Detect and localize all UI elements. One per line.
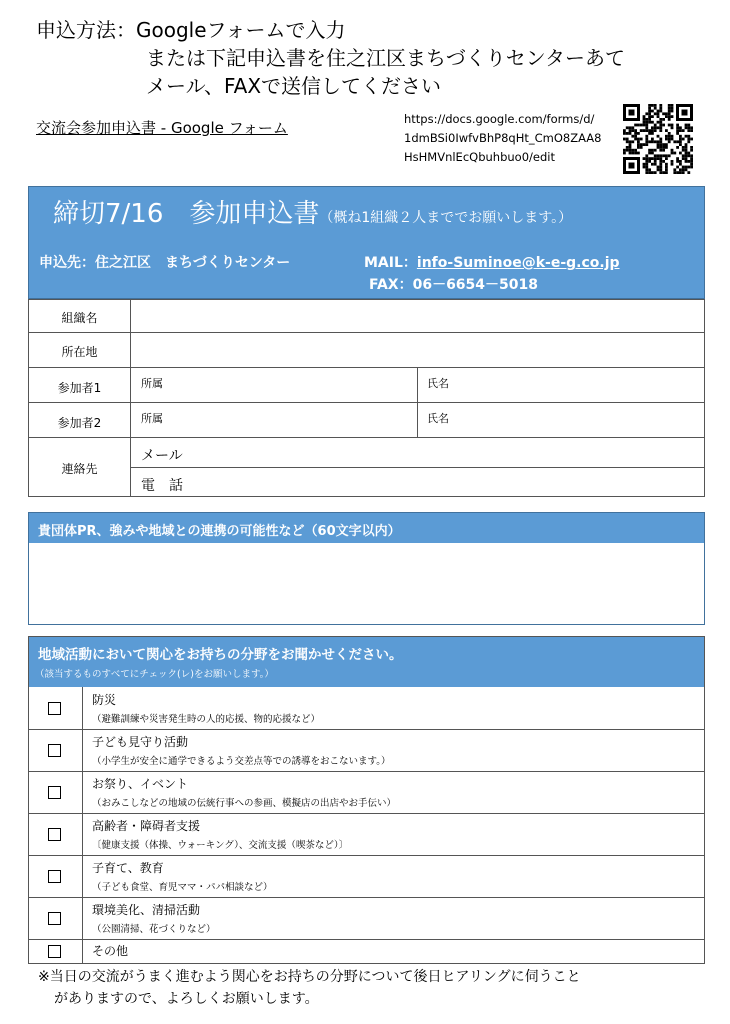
interest-description: （避難訓練や災害発生時の人的応援、物的応援など）	[92, 714, 321, 725]
deadline-banner	[28, 186, 705, 299]
participant-1-affiliation-label: 所属	[141, 377, 163, 390]
deadline-title	[53, 193, 572, 230]
email-label: メール	[141, 448, 183, 464]
interest-row	[29, 771, 704, 813]
mail-address-link[interactable]: info-Suminoe@k-e-g.co.jp	[416, 255, 620, 271]
footer-note-line-1: ※当日の交流がうまく進むよう関心をお持ちの分野について後日ヒアリングに伺うこと	[38, 969, 581, 985]
interest-row	[29, 939, 704, 963]
interest-title: 子ども見守り活動	[92, 735, 189, 749]
deadline-title-text: 締切7/16 参加申込書	[53, 199, 320, 229]
form-url-line-2: 1dmBSi0IwfvBhP8qHt_CmO8ZAA8	[404, 131, 602, 145]
interest-row	[29, 897, 704, 939]
interest-title: 高齢者・障碍者支援	[92, 819, 201, 833]
pr-text-area[interactable]	[29, 544, 704, 624]
mail-line	[364, 252, 620, 272]
participant-2-affiliation-label: 所属	[141, 412, 163, 425]
checkbox-icon[interactable]	[48, 828, 61, 841]
form-url-line-1: https://docs.google.com/forms/d/	[404, 112, 595, 126]
instruction-line-1: 申込方法：Googleフォームで入力	[36, 18, 346, 42]
address-field[interactable]	[131, 333, 705, 367]
pr-title: 貴団体PR、強みや地域との連携の可能性など（60文字以内）	[38, 524, 401, 539]
google-form-link[interactable]: 交流会参加申込書 - Google フォーム	[36, 119, 288, 137]
interests-section	[28, 636, 705, 964]
contact-label: 連絡先	[61, 462, 98, 476]
fax-number: FAX：06－6654－5018	[369, 277, 538, 293]
interest-title: 子育て、教育	[92, 861, 164, 875]
org-name-field[interactable]	[131, 300, 705, 332]
participant-1-label: 参加者1	[57, 381, 102, 395]
interests-title: 地域活動において関心をお持ちの分野をお聞かせください。	[38, 647, 403, 663]
checkbox-icon[interactable]	[48, 945, 61, 958]
interest-description: （おみこしなどの地域の伝統行事への参画、模擬店の出店やお手伝い）	[92, 798, 397, 809]
destination-text: 申込先：住之江区 まちづくりセンター	[39, 255, 291, 271]
mail-label: MAIL：	[364, 255, 417, 271]
interest-title: お祭り、イベント	[92, 777, 189, 791]
application-form-table	[28, 299, 705, 497]
interest-description: （小学生が安全に通学できるよう交差点等での誘導をおこないます。）	[92, 756, 391, 767]
pr-header	[29, 513, 704, 543]
qr-code-icon	[622, 103, 694, 175]
footer-note-line-2: がありますので、よろしくお願いします。	[54, 991, 319, 1007]
participant-2-label: 参加者2	[57, 416, 102, 430]
checkbox-icon[interactable]	[48, 744, 61, 757]
instruction-line-2: または下記申込書を住之江区まちづくりセンターあて	[146, 46, 625, 70]
checkbox-icon[interactable]	[48, 912, 61, 925]
interest-title: 防災	[92, 693, 117, 707]
interest-row	[29, 729, 704, 771]
checkbox-icon[interactable]	[48, 870, 61, 883]
interests-header	[29, 637, 704, 687]
interests-subtitle: （該当するものすべてにチェック(レ)をお願いします。）	[35, 669, 274, 680]
interest-row	[29, 687, 704, 729]
interest-row	[29, 813, 704, 855]
phone-label: 電 話	[141, 478, 183, 494]
interest-title: その他	[92, 944, 129, 958]
participant-2-name-label: 氏名	[427, 412, 449, 425]
participant-1-name-label: 氏名	[427, 377, 449, 390]
checkbox-icon[interactable]	[48, 702, 61, 715]
checkbox-icon[interactable]	[48, 786, 61, 799]
interest-description: （子ども食堂、育児ママ・パパ相談など）	[92, 882, 273, 893]
org-name-label: 組織名	[61, 311, 98, 325]
interest-row	[29, 855, 704, 897]
interest-description: （公園清掃、花づくりなど）	[92, 924, 216, 935]
address-label: 所在地	[61, 345, 98, 359]
interest-title: 環境美化、清掃活動	[92, 903, 201, 917]
deadline-note: （概ね1組織２人まででお願いします。）	[319, 210, 573, 226]
pr-section	[28, 512, 705, 625]
instruction-line-3: メール、FAXで送信してください	[146, 74, 442, 98]
interest-description: 〔健康支援（体操、ウォーキング）、交流支援（喫茶など）〕	[92, 840, 349, 851]
form-url-line-3: HsHMVnlEcQbuhbuo0/edit	[404, 150, 555, 164]
